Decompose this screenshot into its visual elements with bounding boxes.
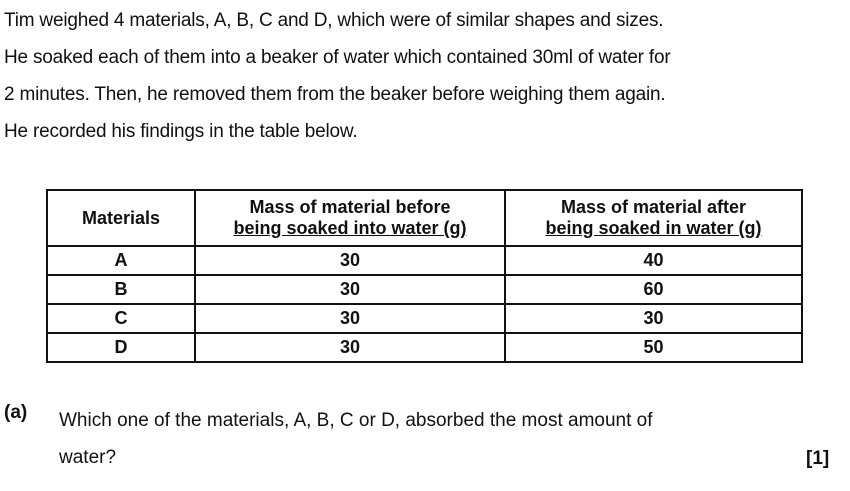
header-mass-before-line2: being soaked into water (g) [233, 218, 467, 238]
question-line-2: water? [59, 447, 117, 468]
table-row [47, 304, 802, 333]
cell-material: C [47, 304, 195, 333]
header-materials: Materials [47, 190, 195, 246]
cell-mass-after: 50 [505, 333, 802, 362]
cell-mass-after: 40 [505, 246, 802, 275]
cell-mass-after: 60 [505, 275, 802, 304]
table-row [47, 333, 802, 362]
cell-mass-before: 30 [195, 333, 505, 362]
intro-paragraph [4, 2, 844, 150]
intro-line-4: He recorded his findings in the table below. [4, 121, 358, 142]
cell-mass-after: 30 [505, 304, 802, 333]
cell-material: B [47, 275, 195, 304]
cell-mass-before: 30 [195, 275, 505, 304]
intro-line-2: He soaked each of them into a beaker of water which contained 30ml of water for [4, 47, 671, 68]
header-mass-before-line1: Mass of material before [249, 197, 451, 217]
cell-material: A [47, 246, 195, 275]
findings-table [46, 189, 803, 363]
question-label: (a) [4, 402, 28, 423]
table-row [47, 246, 802, 275]
question-line-1: Which one of the materials, A, B, C or D, absorbed the most amount of [59, 410, 653, 431]
intro-line-1: Tim weighed 4 materials, A, B, C and D, which were of similar shapes and sizes. [4, 10, 664, 31]
cell-material: D [47, 333, 195, 362]
cell-mass-before: 30 [195, 304, 505, 333]
header-mass-after-line2: being soaked in water (g) [545, 218, 762, 238]
cell-mass-before: 30 [195, 246, 505, 275]
question-text [59, 402, 809, 476]
intro-line-3: 2 minutes. Then, he removed them from the beaker before weighing them again. [4, 84, 666, 105]
header-mass-after [505, 190, 802, 246]
header-mass-before [195, 190, 505, 246]
marks-allocation: [1] [806, 448, 830, 469]
header-mass-after-line1: Mass of material after [560, 197, 747, 217]
table-row [47, 275, 802, 304]
table-header-row [47, 190, 802, 246]
